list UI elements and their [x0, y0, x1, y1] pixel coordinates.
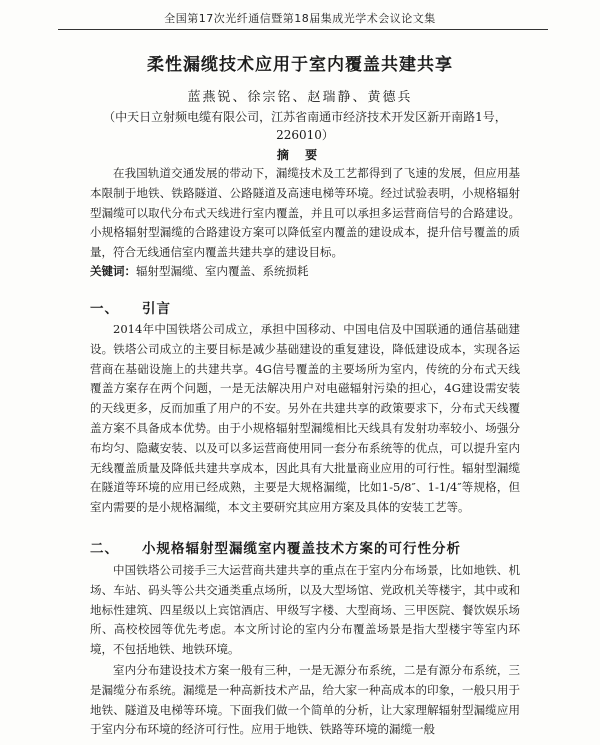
introduction-paragraph: 2014年中国铁塔公司成立，承担中国移动、中国电信及中国联通的通信基础建设。铁塔公司成立的主要目标是减少基础建设的重复建设，降低建设成本，实现各运营商在基础设施上的共建共享。4G信号覆盖的主要场所为室内，传统的分布式天线覆盖方案存在两个问题，一是无法解决用户对电磁辐射污染的担心，4G建设需安装的天线更多，反而加重了用户的不安。另外在共建共享的政策要求下，分布式天线覆盖方案不具备成本优势。由于小规格辐射型漏缆相比天线具有发射功率较小、场强分布均匀、隐藏安装、以及可以多运营商使用同一套分布系统等的优点，可以提升室内无线覆盖质量及降低共建共享成本，因此具有大批量商业应用的可行性。辐射型漏缆在隧道等环境的应用已经成熟，主要是大规格漏缆，比如1-5/8″、1-1/4″等规格，但室内需要的是小规格漏缆，本文主要研究其应用方案及具体的安装工艺等。 — [90, 322, 520, 515]
abstract-body: 在我国轨道交通发展的带动下，漏缆技术及工艺都得到了飞速的发展，但应用基本限制于地铁、铁路隧道、公路隧道及高速电梯等环境。经过试验表明，小规格辐射型漏缆可以取代分布式天线进行室内覆盖，并且可以承担多运营商信号的合路建设。小规格辐射型漏缆的合路建设方案可以降低室内覆盖的建设成本，提升信号覆盖的质量，符合无线通信室内覆盖共建共享的建设目标。 — [90, 166, 520, 260]
keywords-line — [90, 262, 520, 280]
author-list: 蓝燕锐、徐宗铭、赵瑞静、黄德兵 — [187, 90, 413, 105]
section-heading-introduction — [90, 297, 171, 317]
section-title: 引言 — [142, 301, 171, 317]
paper-title: 柔性漏缆技术应用于室内覆盖共建共享 — [147, 55, 453, 75]
section-title: 小规格辐射型漏缆室内覆盖技术方案的可行性分析 — [142, 541, 461, 557]
section-heading-feasibility — [90, 537, 461, 557]
feasibility-paragraph-2: 室内分布建设技术方案一般有三种，一是无源分布系统，二是有源分布系统，三是漏缆分布系统。漏缆是一种高新技术产品，给大家一种高成本的印象，一般只用于地铁、隧道及电梯等环境。下面我们做一个简单的分析，让大家理解辐射型漏缆应用于室内分布环境的经济可行性。应用于地铁、铁路等环境的漏缆一般 — [90, 663, 520, 737]
section-number: 二、 — [90, 541, 119, 557]
section-number: 一、 — [90, 301, 119, 317]
keywords-text: 辐射型漏缆、室内覆盖、系统损耗 — [136, 264, 309, 278]
running-header: 全国第17次光纤通信暨第18届集成光学术会议论文集 — [164, 12, 436, 25]
affiliation: （中天日立射频电缆有限公司，江苏省南通市经济技术开发区新开南路1号，226010） — [103, 110, 507, 142]
header-divider — [58, 29, 548, 30]
abstract-heading: 摘 要 — [276, 148, 324, 162]
feasibility-paragraph-1: 中国铁塔公司接手三大运营商共建共享的重点在于室内分布场景，比如地铁、机场、车站、码头等公共交通类重点场所，以及大型场馆、党政机关等楼宇，其中或和地标性建筑、四星级以上宾馆酒店、甲级写字楼、大型商场、三甲医院、餐饮娱乐场所、高校校园等优先考虑。本文所讨论的室内分布覆盖场景是指大型楼宇等室内环境，不包括地铁、地铁环境。 — [90, 563, 520, 657]
keywords-label: 关键词： — [90, 264, 136, 278]
